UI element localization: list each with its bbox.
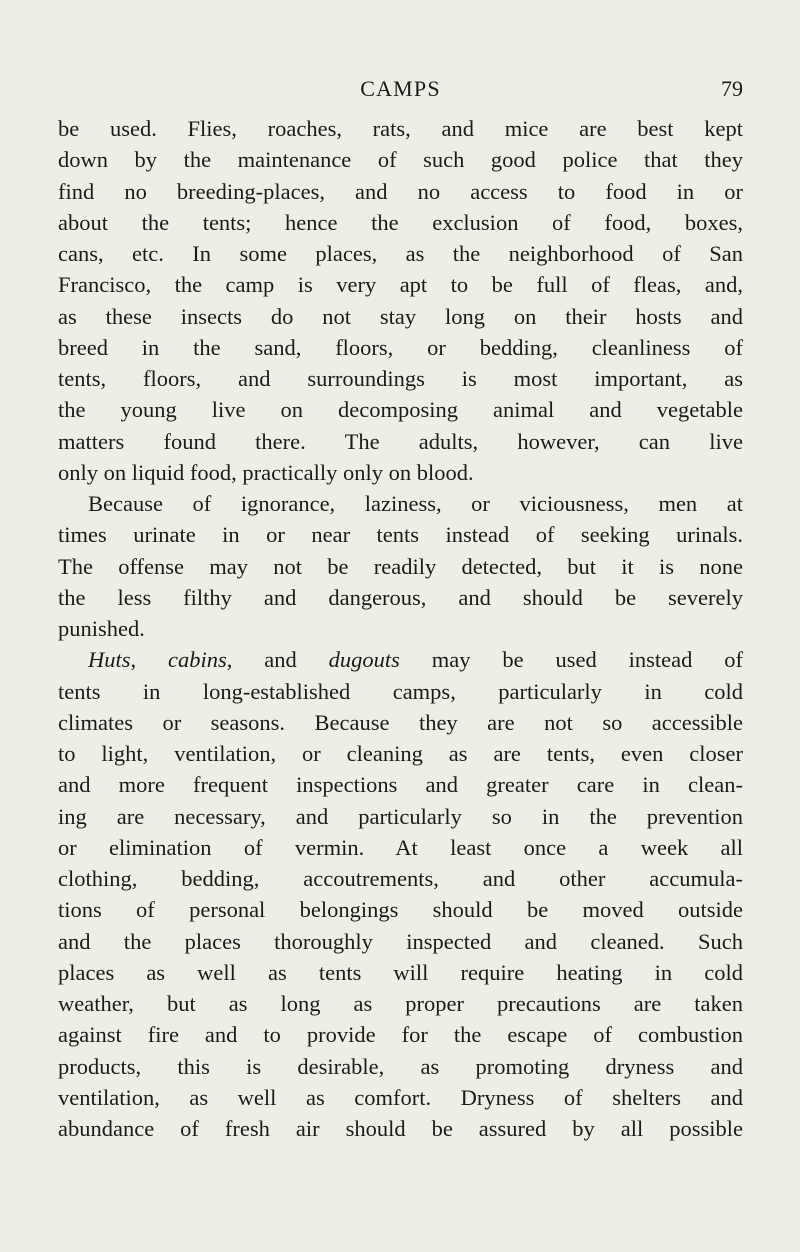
text-line: weather, but as long as proper precautions are taken — [58, 991, 743, 1016]
text-line: tions of personal belongings should be moved outside — [58, 897, 743, 923]
text-line: Francisco, the camp is very apt to be full of fleas, and, — [58, 272, 743, 298]
text-line: times urinate in or near tents instead of seeking urinals. — [58, 522, 743, 548]
italic-term: dugouts — [328, 647, 400, 673]
text-line: products, this is desirable, as promoting dryness and — [58, 1053, 743, 1079]
text-line: matters found there. The adults, however, can live — [58, 428, 743, 454]
text-line: the young live on decomposing animal and vegetable — [58, 397, 743, 423]
text-line: the less filthy and dangerous, and should be severely — [58, 584, 743, 610]
text-line: ventilation, as well as comfort. Dryness of shelters and — [58, 1084, 743, 1110]
text-line: The offense may not be readily detected, but it is none — [58, 553, 743, 579]
running-title: CAMPS — [360, 76, 441, 101]
text-line: Because of ignorance, laziness, or viciousness, men at — [88, 491, 743, 516]
text-fragment: may be used instead of — [399, 647, 743, 673]
text-line: against fire and to provide for the escape of combustion — [58, 1022, 743, 1048]
running-head — [58, 74, 743, 104]
text-line: punished. — [58, 616, 145, 641]
text-line: breed in the sand, floors, or bedding, cleanliness of — [58, 334, 743, 360]
text-line: and the places thoroughly inspected and cleaned. Such — [58, 928, 743, 954]
text-line: ing are necessary, and particularly so in the prevention — [58, 803, 743, 829]
text-line — [58, 644, 743, 675]
text-line: abundance of fresh air should be assured by all possible — [58, 1116, 743, 1141]
text-line: about the tents; hence the exclusion of food, boxes, — [58, 209, 743, 235]
text-line: and more frequent inspections and greater care in clean- — [58, 772, 743, 798]
text-line: be used. Flies, roaches, rats, and mice are best kept — [58, 116, 743, 141]
text-line: only on liquid food, practically only on blood. — [58, 459, 474, 485]
text-line: clothing, bedding, accoutrements, and other accumula- — [58, 866, 743, 891]
text-line: down by the maintenance of such good police that they — [58, 147, 743, 173]
text-line: as these insects do not stay long on their hosts and — [58, 303, 743, 329]
italic-term: Huts — [88, 647, 131, 673]
body-text — [58, 113, 743, 1144]
text-fragment: , and — [226, 647, 329, 673]
text-line: or elimination of vermin. At least once a week all — [58, 834, 743, 860]
text-fragment: , — [130, 647, 169, 673]
text-line: places as well as tents will require heating in cold — [58, 959, 743, 985]
text-line: cans, etc. In some places, as the neighborhood of San — [58, 241, 743, 266]
text-line: tents in long-established camps, particularly in cold — [58, 678, 743, 704]
text-line: to light, ventilation, or cleaning as are tents, even closer — [58, 741, 743, 766]
text-line: tents, floors, and surroundings is most important, as — [58, 366, 743, 391]
text-line: find no breeding-places, and no access to food in or — [58, 178, 743, 204]
page-number: 79 — [721, 76, 743, 101]
italic-term: cabins — [168, 647, 227, 673]
text-line: climates or seasons. Because they are not so accessible — [58, 709, 743, 735]
